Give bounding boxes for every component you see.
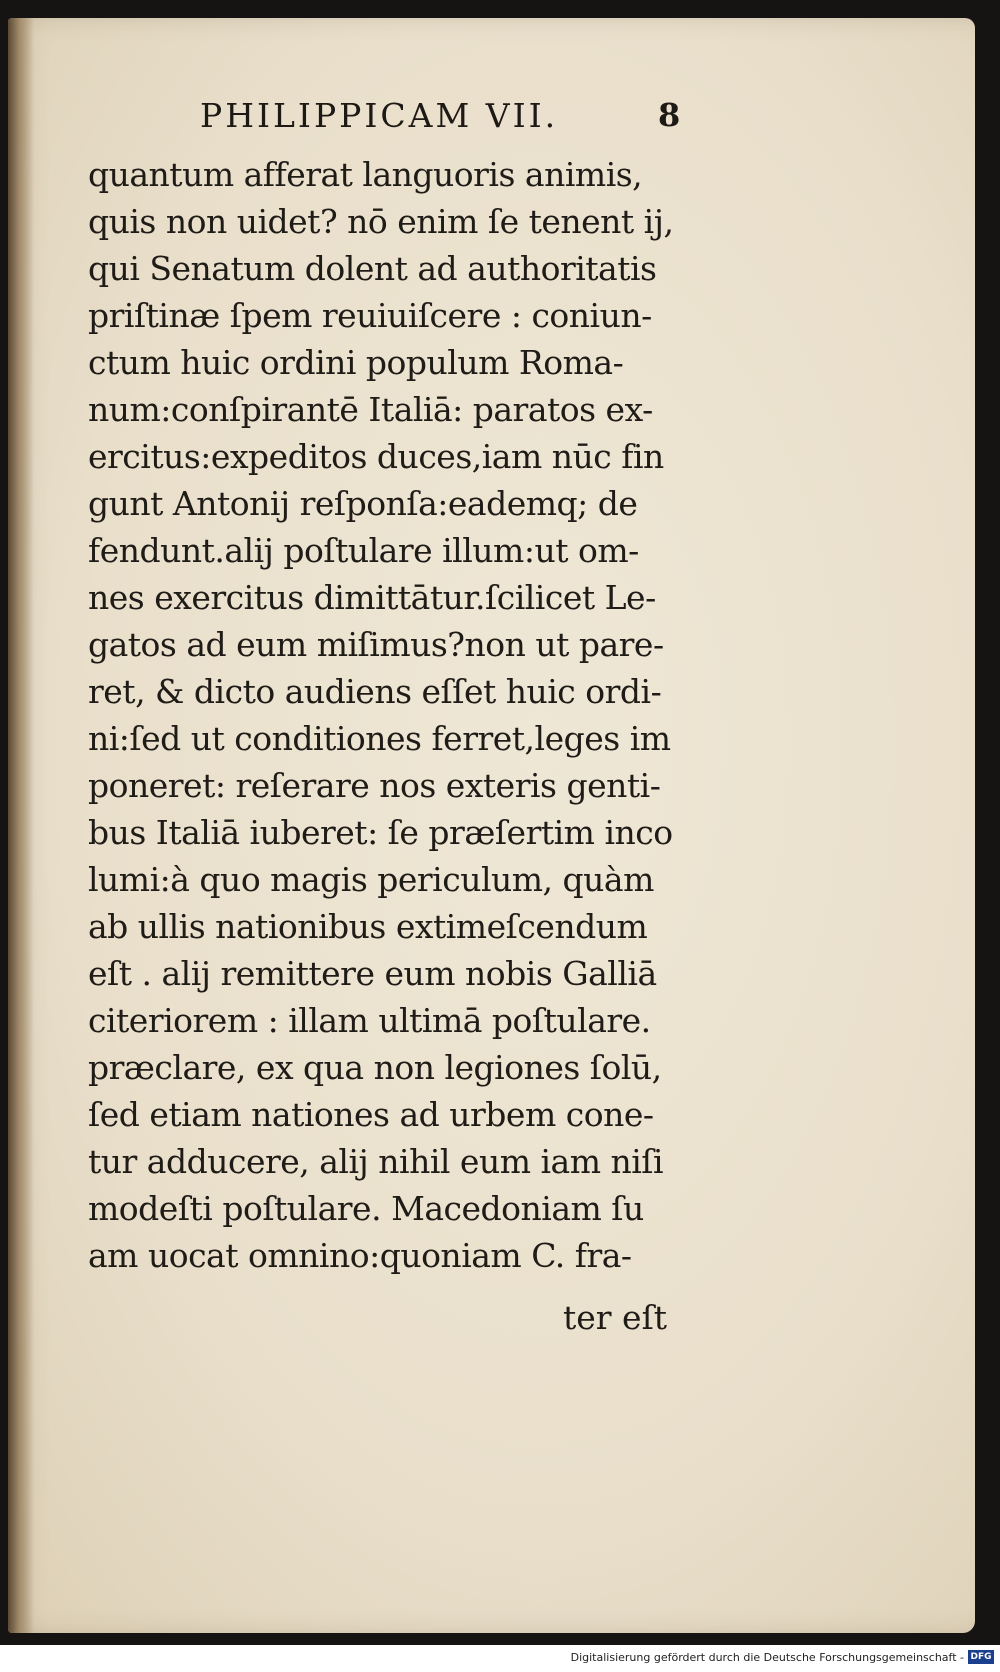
- text-line: tur adducere, alij nihil eum iam niſi: [88, 1142, 664, 1181]
- funding-credit: Digitalisierung gefördert durch die Deutsche Forschungsgemeinschaft -: [570, 1651, 964, 1664]
- text-line: gunt Antonij reſponſa:eademq; de: [88, 484, 638, 523]
- text-line: ni:ſed ut conditiones ferret,leges im: [88, 719, 671, 758]
- catchword: ter eſt: [563, 1298, 668, 1337]
- text-line: gatos ad eum miſimus?non ut pare-: [88, 625, 664, 664]
- text-line: quis non uidet? nō enim ſe tenent ij,: [88, 202, 674, 241]
- page-gutter-shadow: [8, 18, 34, 1633]
- text-line: bus Italiā iuberet: ſe præſertim inco: [88, 813, 673, 852]
- text-line: lumi:à quo magis periculum, quàm: [88, 860, 654, 899]
- text-line: ercitus:expeditos duces,iam nūc fin: [88, 437, 664, 476]
- text-line: eſt . alij remittere eum nobis Galliā: [88, 954, 657, 993]
- text-line: ret, & dicto audiens eſſet huic ordi-: [88, 672, 662, 711]
- text-line: quantum afferat languoris animis,: [88, 155, 643, 194]
- text-line: præclare, ex qua non legiones ſolū,: [88, 1048, 662, 1087]
- text-line: am uocat omnino:quoniam C. fra-: [88, 1236, 632, 1275]
- text-line: citeriorem : illam ultimā poſtulare.: [88, 1001, 651, 1040]
- text-line: ctum huic ordini populum Roma-: [88, 343, 624, 382]
- text-line: modeſti poſtulare. Macedoniam ſu: [88, 1189, 644, 1228]
- text-line: priſtinæ ſpem reuiuiſcere : coniun-: [88, 296, 652, 335]
- book-page: [8, 18, 975, 1633]
- text-line: num:conſpirantē Italiā: paratos ex-: [88, 390, 653, 429]
- folio-number: 8: [658, 96, 681, 134]
- text-line: fendunt.alij poſtulare illum:ut om-: [88, 531, 639, 570]
- text-line: nes exercitus dimittātur.ſcilicet Le-: [88, 578, 656, 617]
- text-line: ſed etiam nationes ad urbem cone-: [88, 1095, 654, 1134]
- dfg-logo: DFG: [968, 1650, 994, 1664]
- footer-bar: [0, 1645, 1000, 1672]
- text-line: qui Senatum dolent ad authoritatis: [88, 249, 657, 288]
- page-text-block: [88, 151, 728, 1279]
- text-line: poneret: reſerare nos exteris genti-: [88, 766, 661, 805]
- running-head: PHILIPPICAM VII.: [200, 96, 559, 135]
- text-line: ab ullis nationibus extimeſcendum: [88, 907, 648, 946]
